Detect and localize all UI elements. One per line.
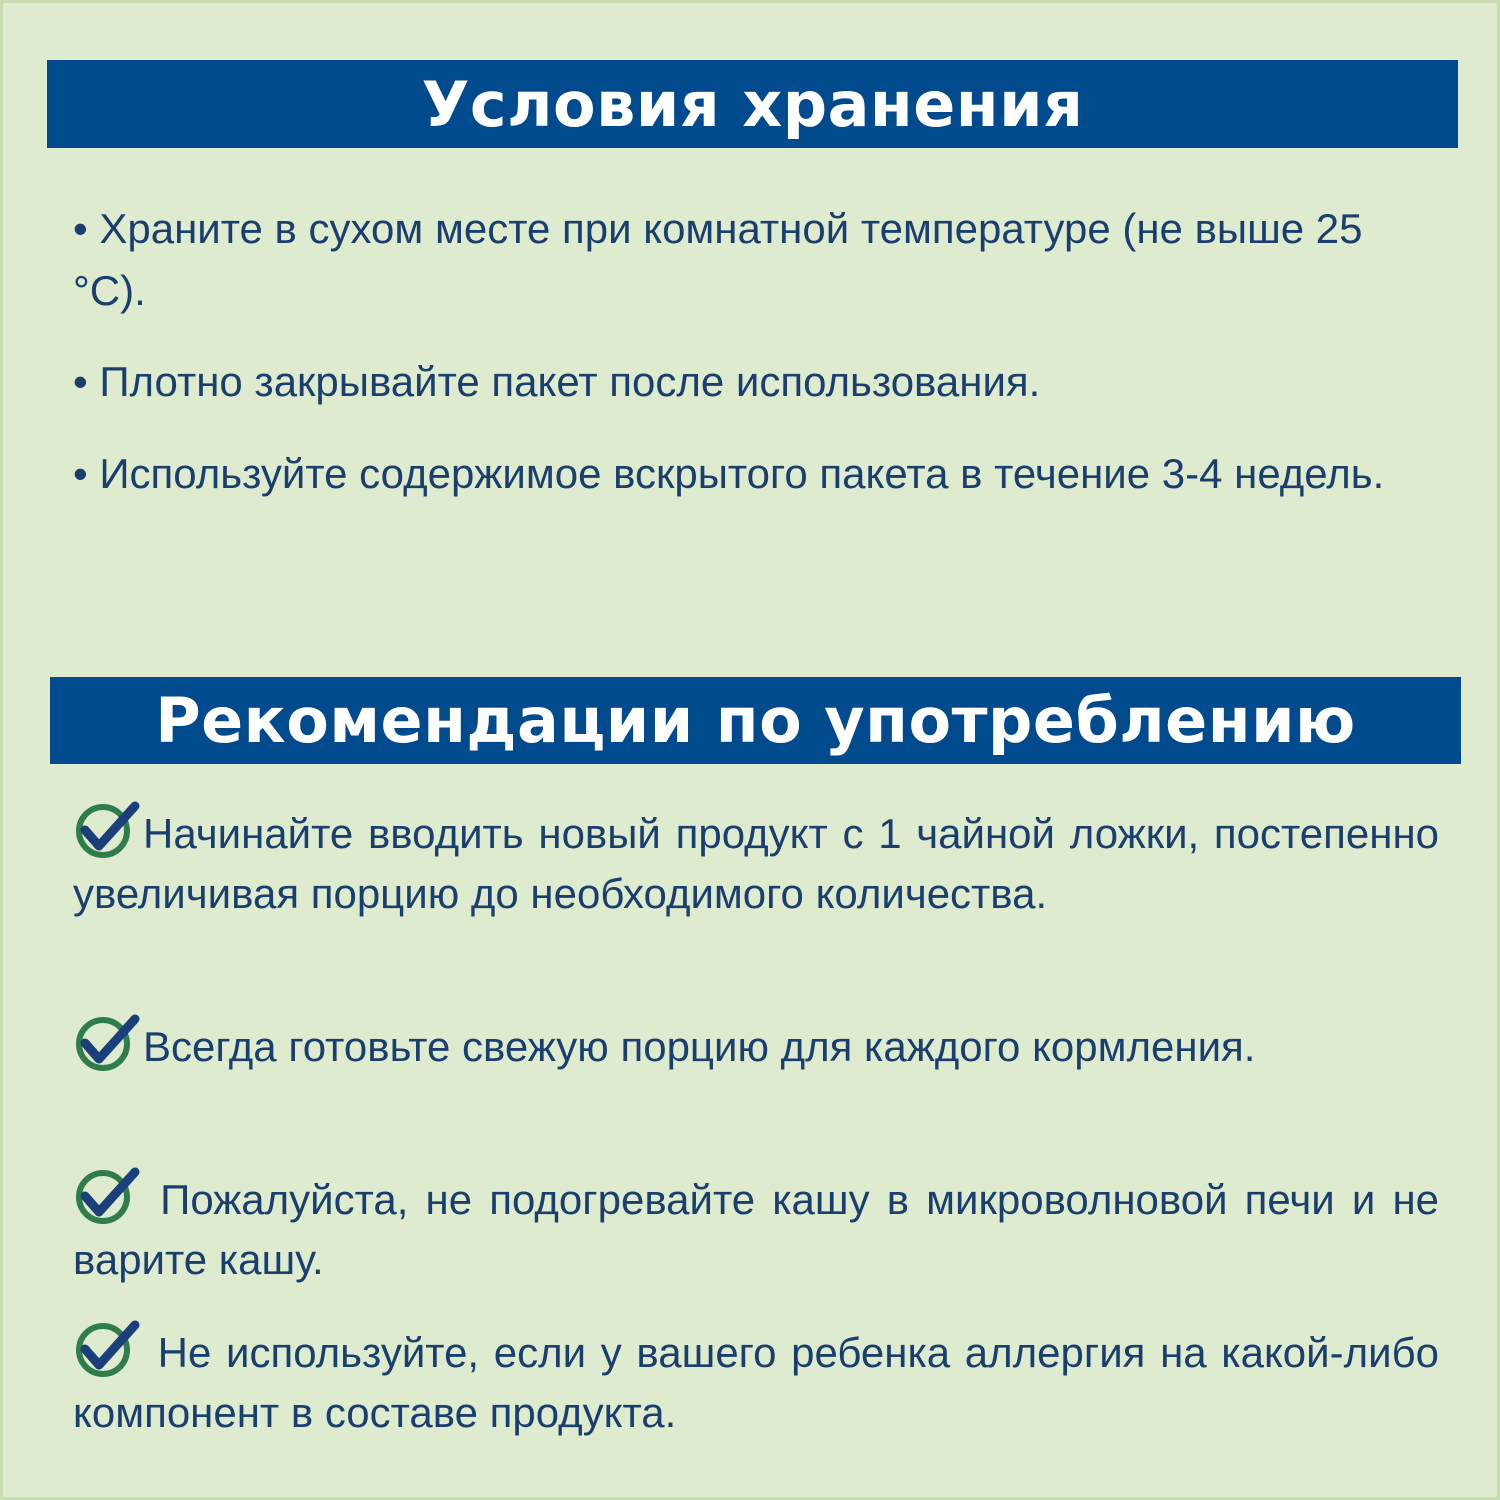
recommendation-item	[73, 1013, 1439, 1077]
recommendation-item	[73, 800, 1439, 924]
recommendation-item	[73, 1166, 1439, 1290]
recommendation-text: Всегда готовьте свежую порцию для каждого кормления.	[143, 1023, 1256, 1070]
checkmark-icon	[73, 800, 141, 858]
checkmark-icon	[73, 1166, 141, 1224]
storage-item: • Храните в сухом месте при комнатной температуре (не выше 25 °С).	[73, 205, 1363, 314]
recommendation-text: Пожалуйста, не подогревайте кашу в микроволновой печи и не варите кашу.	[73, 1176, 1439, 1283]
recommendations-title: Рекомендации по употреблению	[155, 684, 1356, 757]
checkmark-icon	[73, 1013, 141, 1071]
checkmark-icon	[73, 1319, 141, 1377]
storage-item: • Используйте содержимое вскрытого пакета в течение 3-4 недель.	[73, 450, 1385, 497]
recommendation-item	[73, 1319, 1439, 1443]
recommendation-text: Начинайте вводить новый продукт с 1 чайной ложки, постепенно увеличивая порцию до необходимого количества.	[73, 810, 1439, 917]
storage-title: Условия хранения	[421, 67, 1084, 141]
recommendation-text: Не используйте, если у вашего ребенка аллергия на какой-либо компонент в составе продукта.	[73, 1329, 1439, 1436]
storage-title-banner	[47, 60, 1458, 148]
storage-item: • Плотно закрывайте пакет после использования.	[73, 358, 1041, 405]
recommendations-title-banner	[50, 677, 1461, 764]
